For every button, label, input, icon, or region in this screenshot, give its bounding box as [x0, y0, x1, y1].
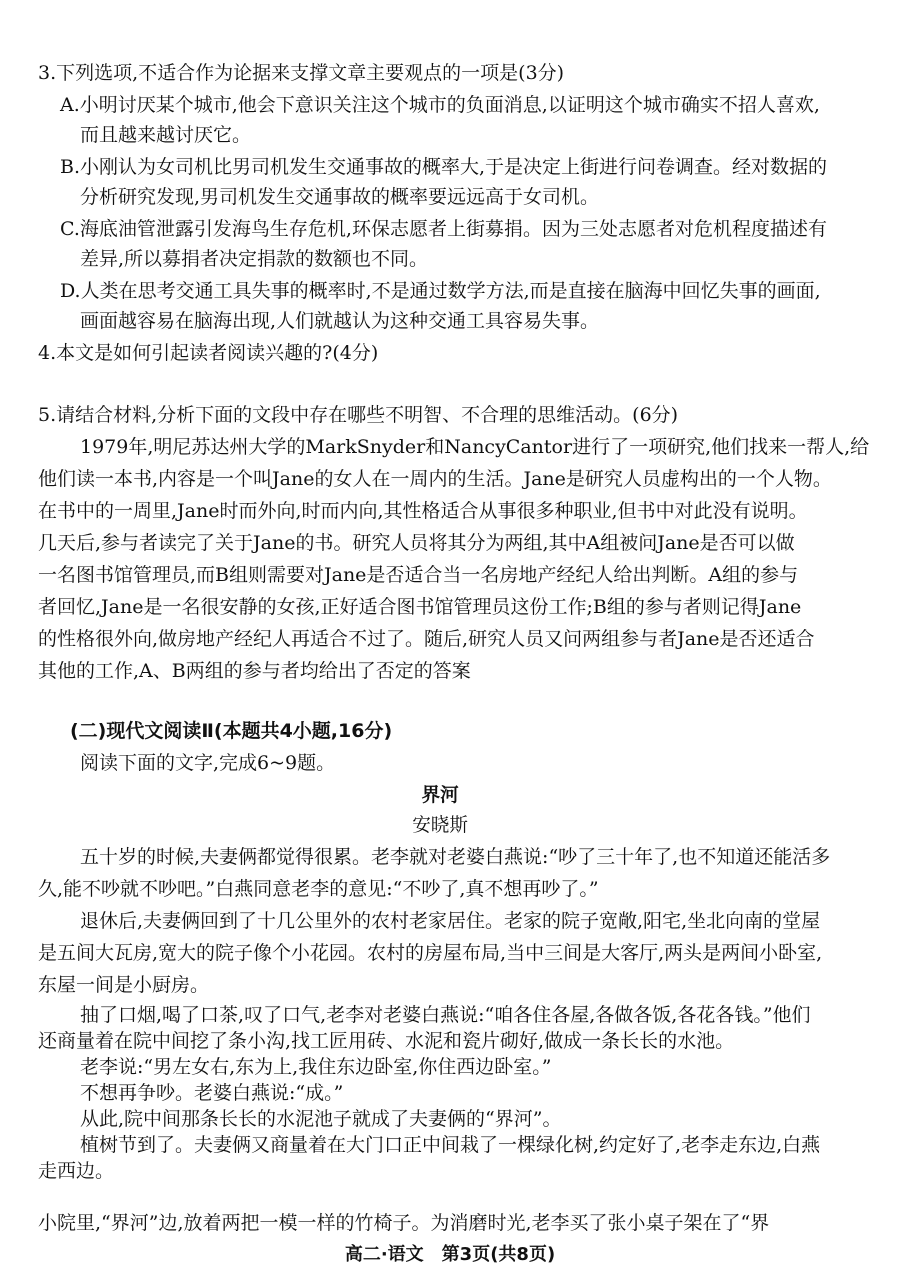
q5-stem: 5.请结合材料,分析下面的文段中存在哪些不明智、不合理的思维活动。(6分) [38, 404, 679, 426]
q3-option-a-line1: A.小明讨厌某个城市,他会下意识关注这个城市的负面消息,以证明这个城市确实不招人喜欢, [60, 94, 820, 116]
q3-option-c-line2: 差异,所以募捐者决定捐款的数额也不同。 [80, 248, 429, 270]
q5-passage-line: 的性格很外向,做房地产经纪人再适合不过了。随后,研究人员又问两组参与者Jane是否还适合 [38, 628, 815, 650]
q3-option-a-line2: 而且越来越讨厌它。 [80, 124, 252, 146]
story-paragraph-line: 是五间大瓦房,宽大的院子像个小花园。农村的房屋布局,当中三间是大客厅,两头是两间小卧室, [38, 942, 823, 964]
q5-passage-line: 1979年,明尼苏达州大学的MarkSnyder和NancyCantor进行了一项研究,他们找来一帮人,给 [80, 436, 870, 458]
q4-stem: 4.本文是如何引起读者阅读兴趣的?(4分) [38, 342, 379, 364]
q3-option-d-line2: 画面越容易在脑海出现,人们就越认为这种交通工具容易失事。 [80, 310, 600, 332]
q3-option-c-line1: C.海底油管泄露引发海鸟生存危机,环保志愿者上街募捐。因为三处志愿者对危机程度描述有 [60, 218, 827, 240]
story-paragraph-line: 从此,院中间那条长长的水泥池子就成了夫妻俩的“界河”。 [80, 1108, 562, 1130]
story-paragraph-line: 植树节到了。夫妻俩又商量着在大门口正中间栽了一棵绿化树,约定好了,老李走东边,白燕 [80, 1134, 821, 1156]
story-title: 界河 [421, 784, 459, 806]
story-author: 安晓斯 [412, 814, 468, 836]
q5-passage-line: 几天后,参与者读完了关于Jane的书。研究人员将其分为两组,其中A组被问Jane是否可以做 [38, 532, 795, 554]
story-paragraph-line: 久,能不吵就不吵吧。”白燕同意老李的意见:“不吵了,真不想再吵了。” [38, 878, 599, 900]
q5-passage-line: 其他的工作,A、B两组的参与者均给出了否定的答案 [38, 660, 471, 682]
section-instruction: 阅读下面的文字,完成6~9题。 [80, 752, 336, 774]
q3-option-b-line2: 分析研究发现,男司机发生交通事故的概率要远远高于女司机。 [80, 186, 600, 208]
story-paragraph-line: 老李说:“男左女右,东为上,我住东边卧室,你住西边卧室。” [80, 1056, 552, 1078]
story-paragraph-line: 退休后,夫妻俩回到了十几公里外的农村老家居住。老家的院子宽敞,阳宅,坐北向南的堂屋 [80, 910, 821, 932]
q5-passage-line: 一名图书馆管理员,而B组则需要对Jane是否适合当一名房地产经纪人给出判断。A组的参与 [38, 564, 799, 586]
q3-option-b-line1: B.小刚认为女司机比男司机发生交通事故的概率大,于是决定上街进行问卷调查。经对数据的 [60, 156, 828, 178]
q5-passage-line: 在书中的一周里,Jane时而外向,时而内向,其性格适合从事很多种职业,但书中对此没有说明。 [38, 500, 808, 522]
q5-passage-line: 他们读一本书,内容是一个叫Jane的女人在一周内的生活。Jane是研究人员虚构出的一个人物。 [38, 468, 832, 490]
q3-stem: 3.下列选项,不适合作为论据来支撑文章主要观点的一项是(3分) [38, 62, 565, 84]
page-footer: 高二·语文 第3页(共8页) [344, 1244, 556, 1265]
story-paragraph-line: 小院里,“界河”边,放着两把一模一样的竹椅子。为消磨时光,老李买了张小桌子架在了“界 [38, 1212, 770, 1234]
story-paragraph-line: 不想再争吵。老婆白燕说:“成。” [80, 1082, 344, 1104]
story-paragraph-line: 五十岁的时候,夫妻俩都觉得很累。老李就对老婆白燕说:“吵了三十年了,也不知道还能活多 [80, 846, 831, 868]
story-paragraph-line: 还商量着在院中间挖了条小沟,找工匠用砖、水泥和瓷片砌好,做成一条长长的水池。 [38, 1030, 735, 1052]
q5-passage-line: 者回忆,Jane是一名很安静的女孩,正好适合图书馆管理员这份工作;B组的参与者则记得Jane [38, 596, 802, 618]
story-paragraph-line: 抽了口烟,喝了口茶,叹了口气,老李对老婆白燕说:“咱各住各屋,各做各饭,各花各钱。”他们 [80, 1004, 811, 1026]
section-heading: (二)现代文阅读Ⅱ(本题共4小题,16分) [70, 720, 393, 742]
story-paragraph-line: 东屋一间是小厨房。 [38, 974, 210, 996]
story-paragraph-line: 走西边。 [38, 1160, 115, 1182]
q3-option-d-line1: D.人类在思考交通工具失事的概率时,不是通过数学方法,而是直接在脑海中回忆失事的画面, [60, 280, 821, 302]
